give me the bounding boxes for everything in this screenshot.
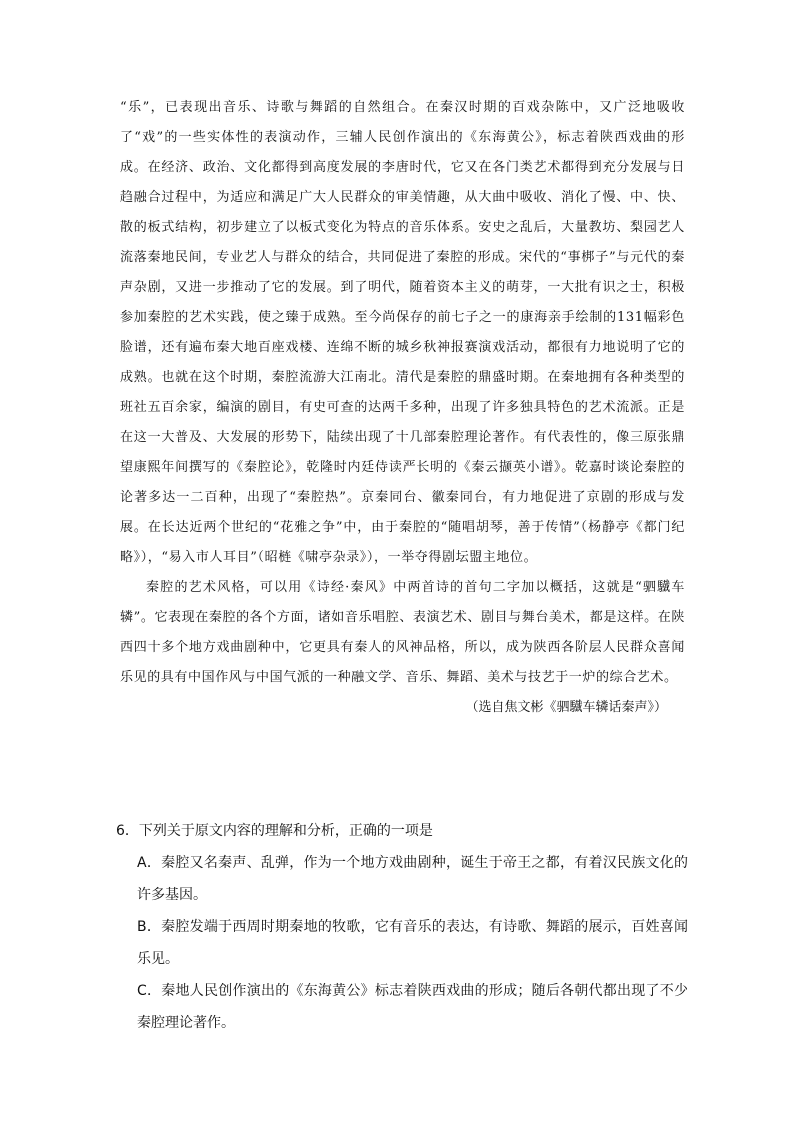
question-6 xyxy=(116,815,688,1039)
option-text: 秦腔发端于西周时期秦地的牧歌，它有音乐的表达，有诗歌、舞蹈的展示，百姓喜闻乐见。 xyxy=(137,919,689,967)
option-text: 秦地人民创作演出的《东海黄公》标志着陕西戏曲的形成；随后各朝代都出现了不少秦腔理论著作。 xyxy=(137,983,688,1031)
article-body xyxy=(120,93,685,723)
option-b xyxy=(116,911,688,975)
passage-source: （选自焦文彬《驷驖车辚话秦声》） xyxy=(465,700,667,715)
option-c xyxy=(116,975,688,1039)
option-a xyxy=(116,847,688,911)
option-text: 秦腔又名秦声、乱弹，作为一个地方戏曲剧种，诞生于帝王之都，有着汉民族文化的许多基因。 xyxy=(137,855,689,903)
passage xyxy=(120,93,685,693)
option-label: A． xyxy=(137,855,162,871)
passage-paragraph-1: “乐”，已表现出音乐、诗歌与舞蹈的自然组合。在秦汉时期的百戏杂陈中，又广泛地吸收了“戏”的一些实体性的表演动作，三辅人民创作演出的《东海黄公》，标志着陕西戏曲的形成。在经济、政治、文化都得到高度发展的李唐时代，它又在各门类艺术都得到充分发展与日趋融合过程中，为适应和满足广大人民群众的审美情趣，从大曲中吸收、消化了慢、中、快、散的板式结构，初步建立了以板式变化为特点的音乐体系。安史之乱后，大量教坊、梨园艺人流落秦地民间，专业艺人与群众的结合，共同促进了秦腔的形成。宋代的“事梆子”与元代的秦声杂剧，又进一步推动了它的发展。到了明代，随着资本主义的萌芽，一大批有识之士，积极参加秦腔的艺术实践，使之臻于成熟。至今尚保存的前七子之一的康海亲手绘制的131幅彩色脸谱，还有遍布秦大地百座戏楼、连绵不断的城乡秋神报赛演戏活动，都很有力地说明了它的成熟。也就在这个时期，秦腔流游大江南北。清代是秦腔的鼎盛时期。在秦地拥有各种类型的班社五百余家，编演的剧目，有史可查的达两千多种，出现了许多独具特色的艺术流派。正是在这一大普及、大发展的形势下，陆续出现了十几部秦腔理论著作。有代表性的，像三原张鼎望康熙年间撰写的《秦腔论》，乾隆时内廷侍读严长明的《秦云撷英小谱》。乾嘉时谈论秦腔的论著多达一二百种，出现了“秦腔热”。京秦同台、徽秦同台，有力地促进了京剧的形成与发展。在长达近两个世纪的“花雅之争”中，由于秦腔的“随唱胡琴，善于传情”（杨静亭《都门纪略》），“易入市人耳目”（昭梿《啸亭杂录》），一举夺得剧坛盟主地位。 xyxy=(120,100,685,565)
passage-paragraph-2: 秦腔的艺术风格，可以用《诗经·秦风》中两首诗的首句二字加以概括，这就是“驷驖车辚”。它表现在秦腔的各个方面，诸如音乐唱腔、表演艺术、剧目与舞台美术，都是这样。在陕西四十多个地方戏曲剧种中，它更具有秦人的风神品格，所以，成为陕西各阶层人民群众喜闻乐见的具有中国作风与中国气派的一种融文学、音乐、舞蹈、美术与技艺于一炉的综合艺术。 xyxy=(120,580,685,685)
option-label: B． xyxy=(137,919,162,935)
question-stem: 6．下列关于原文内容的理解和分析，正确的一项是 xyxy=(116,823,433,839)
option-label: C． xyxy=(137,983,162,999)
